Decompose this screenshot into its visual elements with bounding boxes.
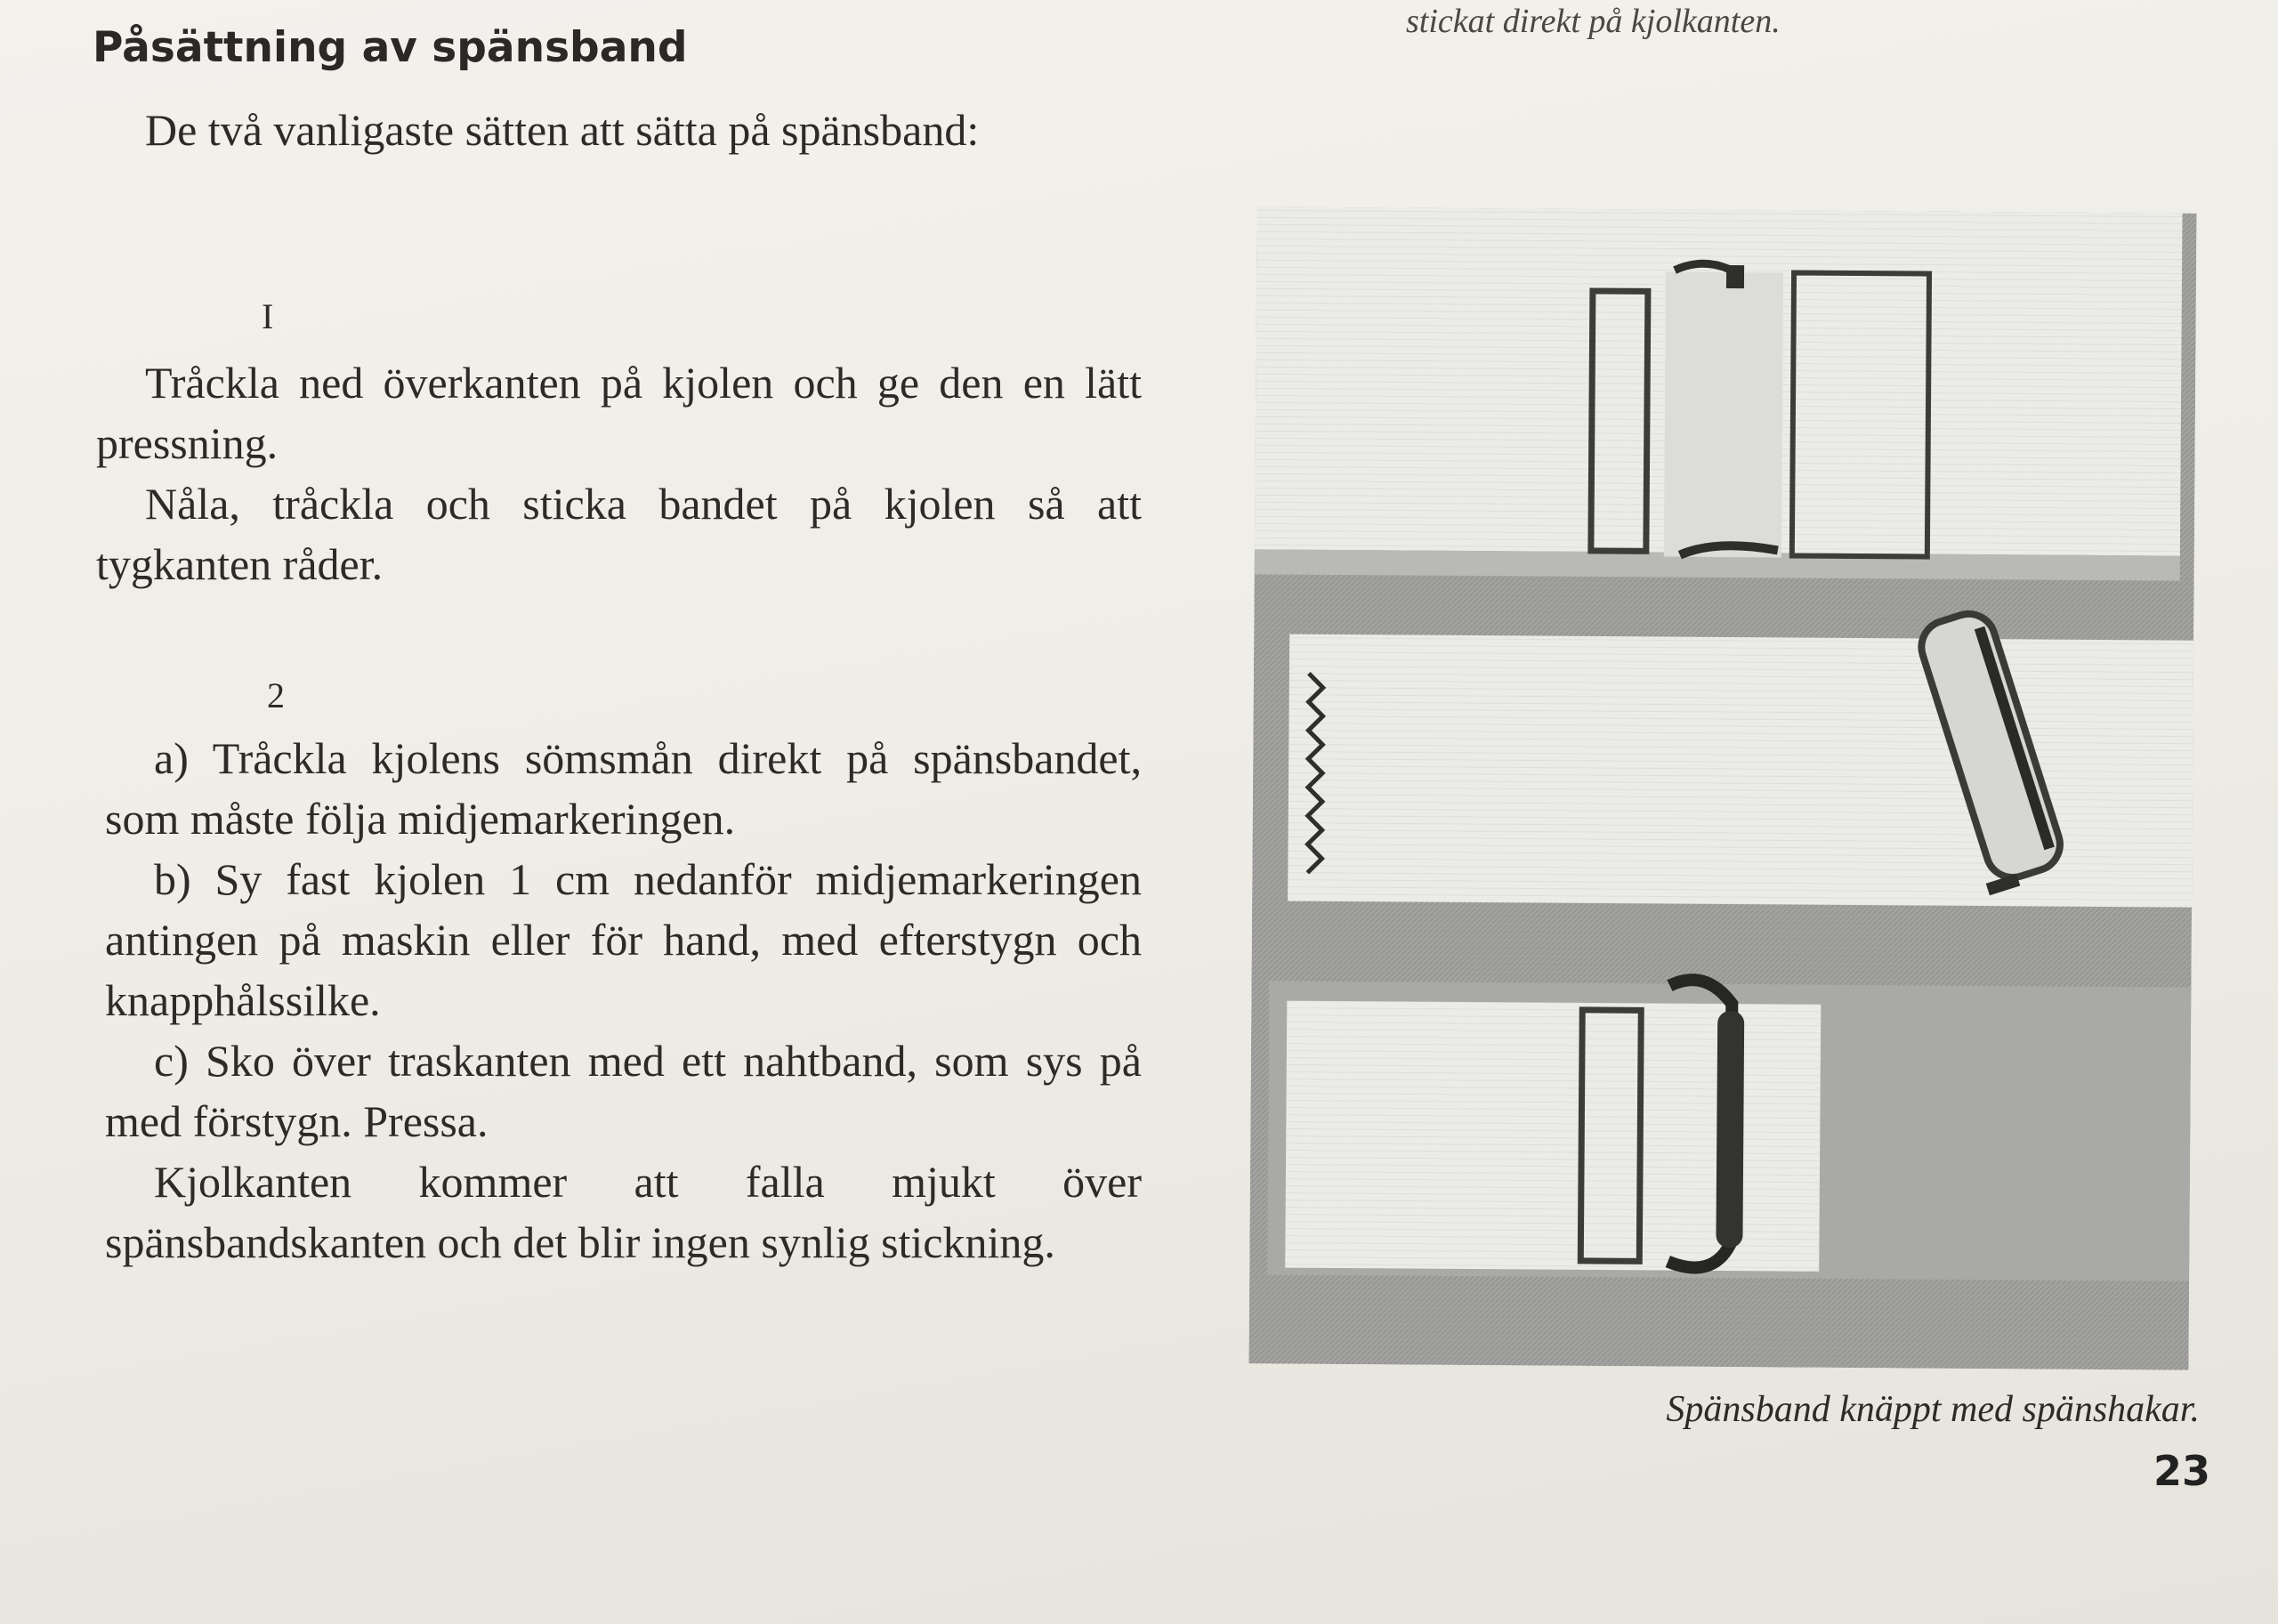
figure-caption: Spänsband knäppt med spänshakar. — [1666, 1389, 2200, 1430]
section-2-paragraph-c: c) Sko över traskanten med ett nahtband, som sys på med förstygn. Pressa. — [105, 1036, 1142, 1146]
section-2-paragraph-b: b) Sy fast kjolen 1 cm nedanför midjemarkeringen antingen på maskin eller för hand, med efterstygn och knapphålssilke. — [105, 854, 1142, 1025]
section-1-text — [96, 352, 1142, 594]
page-number: 23 — [2153, 1447, 2211, 1495]
waistband-2 — [1288, 602, 2193, 908]
waistband-1 — [1255, 206, 2183, 580]
waistband-3 — [1267, 977, 2191, 1281]
section-1-number: I — [262, 296, 274, 336]
section-2-paragraph-a: a) Tråckla kjolens sömsmån direkt på spänsbandet, som måste följa midjemarkeringen. — [105, 733, 1142, 844]
section-1-paragraph-1: Tråckla ned överkanten på kjolen och ge den en lätt pressning. — [96, 358, 1142, 468]
skirt-hook-photo — [1248, 206, 2196, 1369]
top-caption: stickat direkt på kjolkanten. — [1406, 3, 1781, 40]
intro-paragraph: De två vanligaste sätten att sätta på spänsband: — [145, 105, 980, 155]
section-2-text — [105, 728, 1142, 1273]
page-heading: Påsättning av spänsband — [93, 23, 688, 72]
figure-photo — [1248, 206, 2196, 1369]
section-2-paragraph-d: Kjolkanten kommer att falla mjukt över spänsbandskanten och det blir ingen synlig stickning. — [105, 1157, 1142, 1267]
section-2-number: 2 — [267, 675, 285, 715]
section-1-paragraph-2: Nåla, tråckla och sticka bandet på kjolen så att tygkanten råder. — [96, 479, 1142, 589]
intro-block — [96, 100, 1142, 160]
